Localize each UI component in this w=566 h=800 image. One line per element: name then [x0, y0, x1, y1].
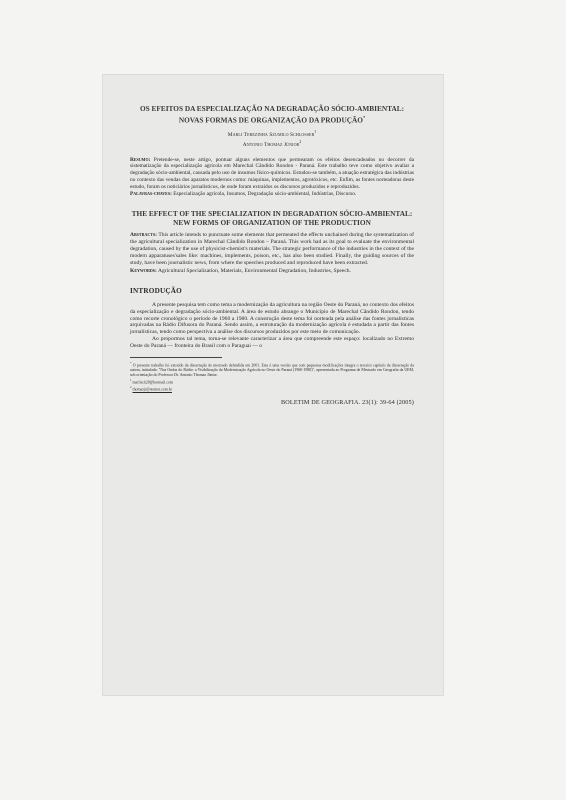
body-text	[130, 302, 414, 350]
body-paragraph: A presente pesquisa tem como tema a modernização da agricultura na região Oeste do Paraná, no contexto dos efeitos da especialização e degradação sócio-ambiental. A área de estudo abrange o Município de Marechal Cândido Rondon, tendo como recorte cronológico o período de 1960 a 1980. A construção deste tema foi norteada pela análise das fontes jornalísticas arquivadas na Rádio Difusora do Paraná. Sendo assim, a estruturação da modernização agrícola é estudada a partir das fontes jornalísticas, tendo como perspectiva a análise dos discursos produzidos por este meio de comunicação.	[130, 301, 414, 336]
palavras-chaves-text: Especialização agrícola, Insumos, Degradação sócio-ambiental, Indústrias, Discurso.	[173, 191, 357, 198]
keywords-label: Keywords:	[130, 267, 157, 274]
abstract-label: Abstracts:	[130, 232, 157, 239]
abstract-text: This article intends to punctuate some elements that permeated the effects unchained during the systematization of the agricultural specialization in Marechal Cândido Rondon – Paraná. This work had as its goal to evaluate the environmental degradation, caused by the use of physicist-chemist's materials. The strategic performance of the industries in the context of the modern apparatuses'sales like: machines, implements, poison, etc., has also been studied. Finally, the guiding sources of the study, have been journalistic news, from where the speeches produced and reproduced have been extracted.	[130, 232, 414, 266]
footnote-marker: *	[130, 361, 132, 366]
author-2-name: Antonio Thomaz Júnior	[242, 141, 300, 148]
footnote-text: O presente trabalho foi extraído da dissertação de mestrado defendida em 2001. Esta é uma versão que com pequenas modificações integra o terceiro capítulo da dissertação da autora, intitulada: "Nas Ondas do Rádio: a Visibilização da Modernização Agrícola no Oeste do Paraná (1960-1980)", apresentada ao Programa de Mestrado em Geografia da UEM, sob orientação do Professor Dr. Antonio Thomaz Júnior.	[130, 363, 414, 378]
footnotes	[130, 361, 414, 392]
resumo-text: Pretende-se, neste artigo, pontuar alguns elementos que permearam os efeitos desencadeados no decorrer da sistematização da especialização agrícola em Marechal Cândido Rondon - Paraná. Este trabalho teve como objetivo avaliar a degradação sócio-ambiental, causada pelo uso de insumos físico-químicos. Estudou-se também, a atuação estratégica das indústrias no contexto das vendas dos aparatos modernos como: máquinas, implementos, agrotóxicos, etc. Enfim, as fontes norteadoras deste estudo, foram os noticiários jornalísticos, de onde foram extraídos os discursos produzidos e reproduzidos.	[130, 156, 414, 190]
footnote	[130, 361, 414, 378]
title-footnote-marker: *	[362, 114, 366, 120]
palavras-chaves-paragraph	[130, 191, 414, 198]
authors-block	[130, 129, 414, 149]
keywords-text: Agricultural Specialization, Materials, Environmental Degradation, Industries, Speech.	[157, 267, 351, 274]
section-heading: INTRODUÇÃO	[130, 286, 182, 295]
english-title: THE EFFECT OF THE SPECIALIZATION IN DEGRADATION SÓCIO-AMBIENTAL: NEW FORMS OF ORGANIZATION OF THE PRODUCTION	[131, 209, 413, 227]
author-1-marker: 1	[314, 129, 317, 134]
author-1-name: Marli Terezinha Szumilo Schlosser	[227, 131, 315, 138]
footnote-email-link[interactable]: thomazjr@stetnet.com.br	[132, 387, 172, 392]
portuguese-title	[130, 105, 414, 125]
footnote-divider	[130, 357, 222, 358]
document-page	[103, 75, 443, 695]
footnote-marker: 2	[130, 385, 132, 390]
author-1	[130, 129, 414, 139]
journal-reference: BOLETIM DE GEOGRAFIA. 23(1): 39-64 (2005)	[281, 398, 414, 406]
portuguese-title-text: OS EFEITOS DA ESPECIALIZAÇÃO NA DEGRADAÇÃO SÓCIO-AMBIENTAL: NOVAS FORMAS DE ORGANIZAÇÃO DA PRODUÇÃO	[139, 104, 405, 125]
author-2-marker: 2	[299, 139, 302, 144]
palavras-chaves-label: Palavras-chaves:	[130, 191, 172, 198]
body-paragraph: Ao propormos tal tema, torna-se relevante caracterizar a área que compreende este espaço: localizado no Extremo Oeste do Paraná — fronteira do Brasil com o Paraguai — o	[130, 336, 414, 350]
footnote-marker: 1	[130, 378, 132, 383]
footnote	[130, 378, 414, 385]
keywords-paragraph	[130, 268, 414, 275]
resumo-label: Resumo:	[130, 156, 151, 163]
resumo-paragraph	[130, 157, 414, 191]
footnote-email-link[interactable]: marlisch20@hotmail.com	[132, 380, 173, 385]
page-content	[130, 105, 414, 406]
abstract-paragraph	[130, 232, 414, 267]
footnote	[130, 385, 414, 392]
author-2	[130, 139, 414, 149]
